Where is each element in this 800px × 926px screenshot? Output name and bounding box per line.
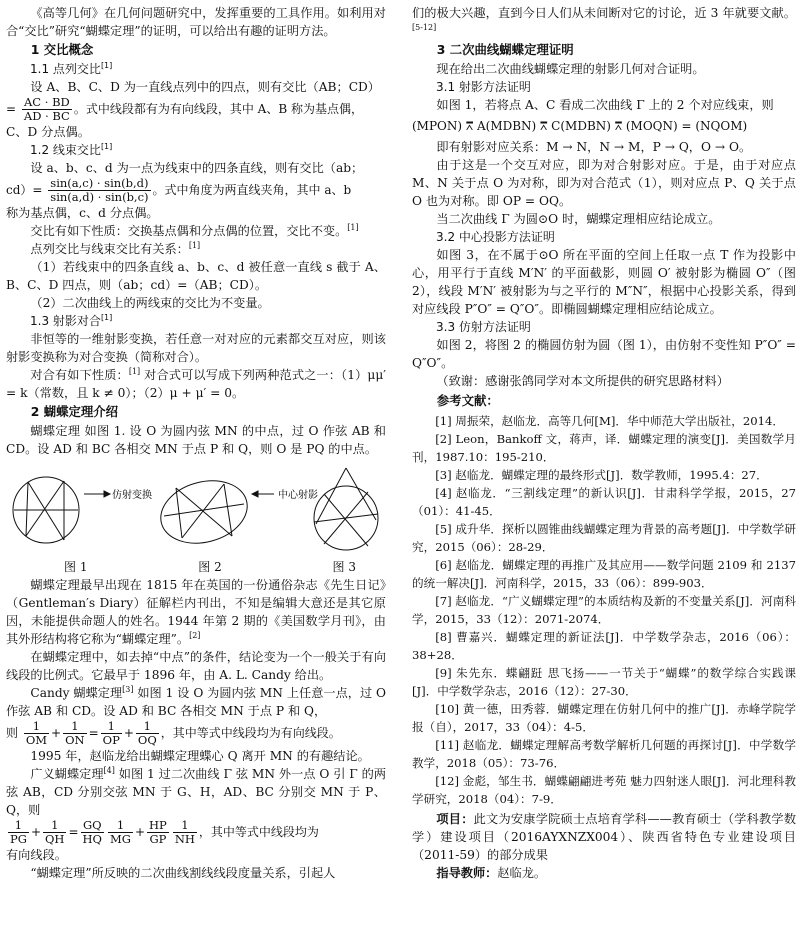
subsection-number: 3.3 (436, 320, 456, 334)
paragraph: 如图 3，在不属于⊙O 所在平面的空间上任取一点 T 作为投影中心，用平行于直线 M′N′ 的平面截影，则圆 O′ 被射影为椭圆 O″（图 2），线段 M′N′ 被射影为与之平行的 M″N″，根据中心投影关系，得到对应线段 P″O″ = Q″O″。即椭圆蝴蝶定理相应结论成立。 (412, 248, 796, 316)
fraction-denominator: MG (110, 832, 131, 846)
reference-item: [7] 赵临龙．“广义蝴蝶定理”的本质结构及新的不变量关系[J]．河南科学，2015，33（12）：2071-2074． (412, 594, 796, 626)
fraction-numerator: sin(a,c) · sin(b,d) (50, 176, 149, 190)
chord-line (26, 482, 28, 536)
fraction (81, 819, 104, 846)
fraction-denominator: ON (65, 733, 85, 747)
paragraph: 现在给出二次曲线蝴蝶定理的射影几何对合证明。 (436, 62, 705, 76)
chord-line (182, 484, 224, 538)
pencil-cross-ratio-formula (6, 177, 386, 204)
paragraph-text: 对合有如下性质： (30, 368, 129, 382)
subsection-name: 仿射方法证明 (458, 320, 531, 334)
subsection-number: 3.1 (436, 80, 456, 94)
fraction-denominator: PG (10, 832, 27, 846)
fraction (48, 177, 150, 204)
paragraph-text: 蝴蝶定理最早出现在 1815 年在英国的一份通俗杂志《先生日记》（Gentleman′s Diary）征解栏内刊出，不知是编辑大意还是其它原因，未能提供命题人的姓名。1944 年第 2 期的《美国数学月刊》，由其外形结构将它称为“蝴蝶定理”。 (6, 578, 386, 646)
figures-svg (6, 464, 386, 558)
fraction-denominator: sin(a,d) · sin(b,c) (50, 190, 149, 204)
project-label: 项目： (436, 812, 474, 826)
figure-3-caption: 图 3 (332, 560, 356, 574)
fraction-numerator: 1 (8, 819, 29, 833)
section-1-title: 1 交比概念 (30, 42, 94, 57)
citation: [1] (188, 240, 201, 250)
citation: [3] (122, 684, 134, 694)
project-text: 此文为安康学院硕士点培育学科——教育硕士（学科教学数学）建设项目（2016AYXNZX004）、陕西省特色专业建设项目（2011-59）的部分成果 (412, 812, 797, 862)
citation: [5-12] (412, 22, 437, 32)
fraction-denominator: GP (149, 832, 167, 846)
reference-item: [3] 赵临龙．蝴蝶定理的最终形式[J]．数学教师，1995.4：27． (435, 468, 768, 482)
fraction-denominator: HQ (82, 832, 102, 846)
paragraph (6, 684, 386, 720)
project-note (412, 810, 796, 864)
fraction (147, 819, 169, 846)
paragraph-text: 对合式可以写成下列两种范式之一：（1）μμ′ = k（常数，且 k ≠ 0）；（2）μ + μ′ = 0。 (6, 368, 387, 400)
paragraph (6, 366, 386, 402)
citation: [1] (100, 313, 113, 322)
arrow-2-label: 中心射影 (278, 490, 318, 501)
citation: [1] (100, 142, 113, 151)
formula-text: 则 (6, 726, 19, 740)
paragraph (412, 4, 796, 40)
chord-line (26, 481, 64, 536)
reference-item: [8] 曹嘉兴．蝴蝶定理的新证法[J]．中学数学杂志，2016（06）：38+28． (412, 630, 796, 662)
fraction (22, 96, 72, 123)
reference-item: [11] 赵临龙．蝴蝶定理解高考数学解析几何题的再探讨[J]．中学数学教学，2018（05）：73-76． (412, 738, 796, 770)
paragraph: 如图 2，将图 2 的椭圆仿射为圆（图 1），由仿射不变性知 P″O″ = Q″O″。 (412, 338, 796, 370)
subsection-3-3-title (436, 318, 796, 336)
subsection-3-1-title (436, 78, 796, 96)
fraction (173, 819, 197, 846)
reference-item: [5] 成升华．探析以圆锥曲线蝴蝶定理为背景的高考题[J]．中学数学研究，2015（06）：28-29． (412, 522, 796, 554)
subsection-name: 中心投影方法证明 (458, 230, 555, 244)
reference-item: [6] 赵临龙．蝴蝶定理的再推广及其应用——数学问题 2109 和 2137 的统一解决[J]．河南科学，2015，33（06）：899-903． (412, 558, 796, 590)
paragraph: 如图 1，若将点 A、C 看成二次曲线 Γ 上的 2 个对应线束，则 (436, 98, 774, 112)
subsection-name: 射影对合 (52, 314, 101, 328)
paragraph: 即有射影对应关系：M → N，N → M，P → Q，O → O。 (436, 140, 752, 154)
citation: [2] (189, 630, 201, 640)
advisor-line (412, 864, 796, 882)
fraction-denominator: NH (174, 832, 195, 846)
fraction (108, 819, 133, 846)
paragraph: “蝴蝶定理”所反映的二次曲线割线线段度量关系，引起人 (30, 866, 336, 880)
figures-row (6, 464, 386, 558)
paragraph-text: 如图 1 设 O 为圆内弦 MN 上任意一点，过 O 作弦 AB 和 CD。设 AD 和 BC 各相交 MN 于点 P 和 Q， (6, 686, 386, 718)
paragraph: 1995 年，赵临龙给出蝴蝶定理蝶心 Q 离开 MN 的有趣结论。 (30, 749, 370, 763)
reference-item: [12] 金彪，邹生书．蝴蝶翩翩进考苑 魅力四射迷人眼[J]．河北理科教学研究，2018（04）：7-9． (412, 774, 796, 806)
reference-item: [10] 黄一德，田秀蓉．蝴蝶定理在仿射几何中的推广[J]．赤峰学院学报（自），2017，33（04）：4-5． (412, 702, 796, 734)
fraction-numerator: 1 (101, 720, 122, 734)
references-list (412, 412, 796, 808)
left-column (6, 4, 386, 882)
fraction-numerator: GQ (81, 819, 104, 833)
fraction (24, 720, 49, 747)
paragraph: 非恒等的一维射影变换，若任意一对对应的元素都交互对应，则该射影变换称为对合变换（简称对合）。 (6, 332, 386, 364)
subsection-number: 1.2 (30, 143, 50, 157)
arrow-head (104, 491, 110, 497)
figure-3-diagram (314, 468, 378, 550)
formula-text: 。式中线段都有为有向线段，其中 A、B 称为基点偶， (73, 102, 363, 116)
arrow-1 (84, 491, 110, 497)
fraction-numerator: 1 (63, 720, 87, 734)
cross-ratio-formula (6, 96, 386, 123)
fraction-numerator: AC · BD (22, 96, 72, 110)
formula-text: ，其中等式中线段均为有向线段。 (160, 726, 341, 740)
paragraph: 有向线段。 (6, 848, 67, 862)
paragraph-text: 交比有如下性质：交换基点偶和分点偶的位置，交比不变。 (30, 224, 348, 238)
subsection-number: 1.3 (30, 314, 50, 328)
paragraph: 设 A、B、C、D 为一直线点列中的四点，则有交比（AB；CD） (30, 80, 380, 94)
fraction-denominator: AD · BC (23, 109, 70, 123)
paragraph: 当二次曲线 Γ 为圆⊙O 时，蝴蝶定理相应结论成立。 (436, 212, 721, 226)
paragraph-text: 们的极大兴趣，直到今日人们从未间断对它的讨论，近 3 年就要文献。 (412, 6, 796, 20)
subsection-1-1-title (30, 60, 386, 78)
paragraph: 称为基点偶，c、d 分点偶。 (6, 206, 159, 220)
fraction (101, 720, 122, 747)
chord-line (224, 484, 232, 536)
formula-text: cd）= (6, 183, 43, 197)
formula-text: = (6, 102, 17, 116)
paragraph: 由于这是一个交互对应，即为对合射影对应。于是，由于对应点 M、N 关于点 O 为对称，即为对合范式（1），则对应点 P、Q 关于点 O 也为对称。即 OP = OQ。 (412, 158, 796, 208)
paragraph-text: Candy 蝴蝶定理 (30, 686, 123, 700)
fraction-denominator: QH (45, 832, 65, 846)
formula-text: 。式中角度为两直线夹角，其中 a、b (152, 183, 352, 197)
fraction (63, 720, 87, 747)
paragraph-text: 如图 1 过二次曲线 Γ 弦 MN 外一点 O 引 Γ 的两弦 AB，CD 分别交弦 MN 于 G、H，AD、BC 分别交 MN 于 P、Q，则 (6, 767, 387, 817)
generalized-formula: $\frac{1}{PG}$ + $\frac{1}{QH}$ = $\frac{GQ}{HQ}$ $\frac{1}{MG}$ + $\frac{HP}{GP}$ $\frac{1}{NH}$ ，其中等式中线段均为 (10, 818, 319, 846)
paragraph: （2）二次曲线上的两线束的交比为不变量。 (30, 296, 270, 310)
figure-2-caption: 图 2 (198, 560, 222, 574)
paragraph-text: 点列交比与线束交比有关系： (30, 242, 189, 256)
citation: [1] (128, 366, 141, 376)
reference-item: [2] Leon，Bankoff 文，蒋声，译．蝴蝶定理的演变[J]．美国数学月刊，1987.10：195-210． (412, 432, 796, 464)
citation: [1] (100, 61, 113, 70)
advisor-name: 赵临龙。 (497, 866, 547, 880)
reference-item: [4] 赵临龙．“三割线定理”的新认识[J]．甘肃科学学报，2015，27（01）：41-45． (412, 486, 796, 518)
paragraph-text: 广义蝴蝶定理 (30, 767, 104, 781)
candy-formula: 则 $\frac{1}{OM}$ + $\frac{1}{ON}$ = $\frac{1}{OP}$ + $\frac{1}{OQ}$ ，其中等式中线段均为有向线段。 (6, 719, 341, 747)
projection-line (316, 468, 346, 524)
paragraph: 设 a、b、c、d 为一点为线束中的四条直线，则有交比（ab； (30, 161, 364, 175)
citation: [1] (347, 222, 359, 232)
paragraph (6, 240, 386, 258)
chord-line (324, 492, 368, 544)
arrow-2 (252, 491, 274, 497)
arrow-1-label: 仿射变换 (112, 490, 152, 501)
paragraph: 蝴蝶定理 如图 1. 设 O 为圆内弦 MN 的中点，过 O 作弦 AB 和 CD。设 AD 和 BC 各相交 MN 于点 P 和 Q，则 O 是 PQ 的中点。 (6, 424, 386, 456)
projective-formula: (MPON) ⩞ A(MDBN) ⩞ C(MDBN) ⩞ (MOQN) = (NQOM) (412, 119, 748, 133)
subsection-name: 点列交比 (52, 62, 101, 76)
fraction (43, 819, 66, 846)
fraction-numerator: 1 (43, 819, 66, 833)
paragraph: 在蝴蝶定理中，如去掉“中点”的条件，结论变为一个一般关于有向线段的比例式。它最早于 1896 年，由 A. L. Candy 给出。 (6, 650, 386, 682)
paragraph (6, 765, 386, 819)
figure-1-diagram (13, 477, 79, 543)
acknowledgement: （致谢：感谢张鸽同学对本文所提供的研究思路材料） (436, 374, 729, 388)
subsection-name: 线束交比 (52, 143, 101, 157)
subsection-number: 3.2 (436, 230, 456, 244)
paragraph: C、D 分点偶。 (6, 125, 90, 139)
subsection-number: 1.1 (30, 62, 50, 76)
reference-item: [1] 周振荣，赵临龙．高等几何[M]．华中师范大学出版社，2014． (435, 414, 784, 428)
subsection-3-2-title (436, 228, 796, 246)
figure-1-caption: 图 1 (64, 560, 88, 574)
citation: [4] (103, 765, 115, 775)
paragraph (6, 576, 386, 648)
paragraph (6, 222, 386, 240)
subsection-1-2-title (30, 141, 386, 159)
arrow-head (252, 491, 258, 497)
fraction-denominator: OM (25, 733, 48, 747)
references-title: 参考文献： (436, 393, 499, 408)
intro-paragraph: 《高等几何》在几何问题研究中，发挥重要的工具作用。如利用对合“交比”研究“蝴蝶定理”的证明，可以给出有趣的证明方法。 (6, 6, 386, 38)
fraction-numerator: 1 (173, 819, 197, 833)
section-3-title: 3 二次曲线蝴蝶定理证明 (436, 42, 574, 57)
fraction (136, 720, 159, 747)
right-column (412, 4, 796, 882)
figure-2-diagram (154, 472, 255, 553)
reference-item: [9] 朱先东．蝶翩跹 思飞扬——一节关于“蝴蝶”的数学综合实践课[J]．中学数学杂志，2016（12）：27-30． (412, 666, 796, 698)
chord-line (176, 488, 232, 536)
section-2-title: 2 蝴蝶定理介绍 (30, 404, 119, 419)
fraction-numerator: 1 (136, 720, 159, 734)
advisor-label: 指导教师： (436, 866, 498, 880)
fraction-numerator: HP (149, 818, 167, 832)
formula-text: ，其中等式中线段均为 (198, 825, 319, 839)
fraction-numerator: 1 (108, 819, 133, 833)
fraction-numerator: 1 (24, 720, 49, 734)
subsection-name: 射影方法证明 (458, 80, 531, 94)
figure-captions (6, 558, 386, 576)
subsection-1-3-title (30, 312, 386, 330)
fraction-denominator: OQ (137, 733, 157, 747)
paragraph: （1）若线束中的四条直线 a、b、c、d 被任意一直线 s 截于 A、B、C、D 四点，则（ab；cd）=（AB；CD）。 (6, 260, 386, 292)
fraction (8, 819, 29, 846)
chord-line (28, 482, 64, 540)
fraction-denominator: OP (102, 733, 120, 747)
